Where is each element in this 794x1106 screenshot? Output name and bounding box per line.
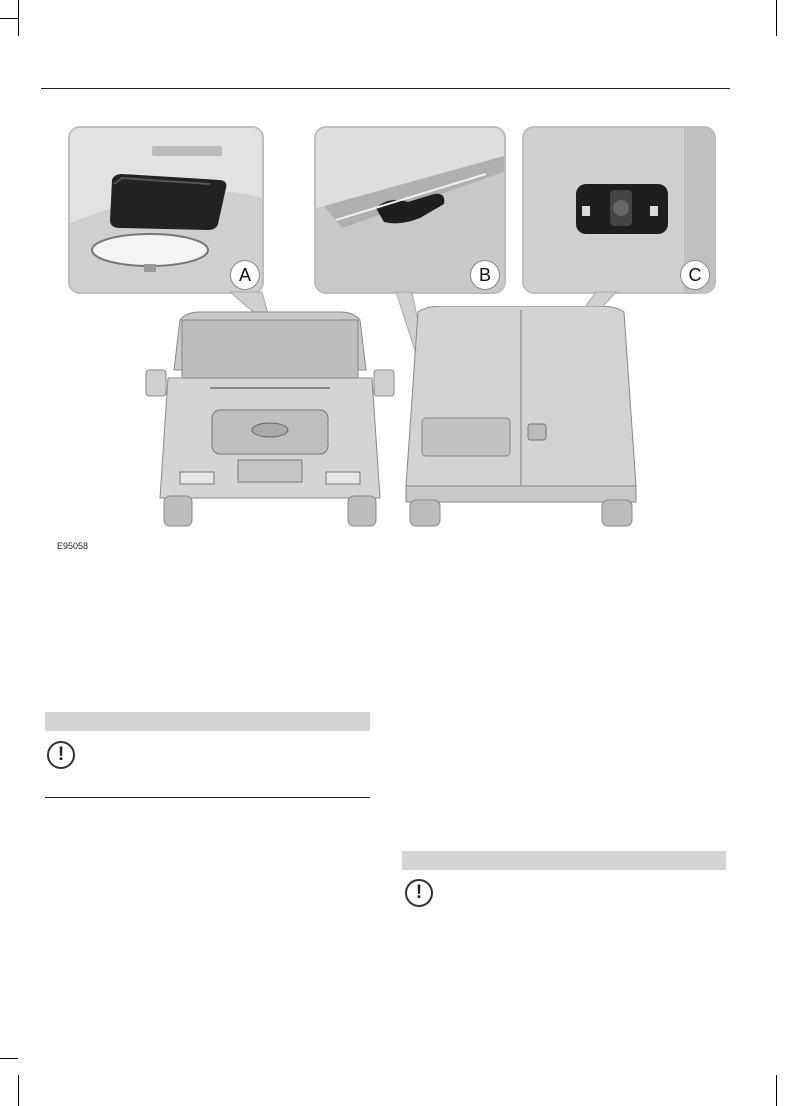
caution-header-bar-left xyxy=(45,712,370,731)
callout-label-b: B xyxy=(470,260,500,290)
caution-header-bar-right xyxy=(402,851,726,870)
exclamation-icon: ! xyxy=(47,741,75,769)
crop-mark-bottom-left-v xyxy=(18,1075,19,1106)
crop-mark-bottom-right-v xyxy=(776,1075,777,1106)
van-front-view-icon xyxy=(140,310,400,530)
exclamation-icon: ! xyxy=(405,879,433,907)
callout-label-a: A xyxy=(230,260,260,290)
caution-rule-left xyxy=(45,797,370,798)
callout-label-c: C xyxy=(680,260,710,290)
crop-mark-bottom-left-h xyxy=(0,1058,18,1059)
van-rear-view-icon xyxy=(396,306,646,530)
figure-id: E95058 xyxy=(57,541,89,551)
